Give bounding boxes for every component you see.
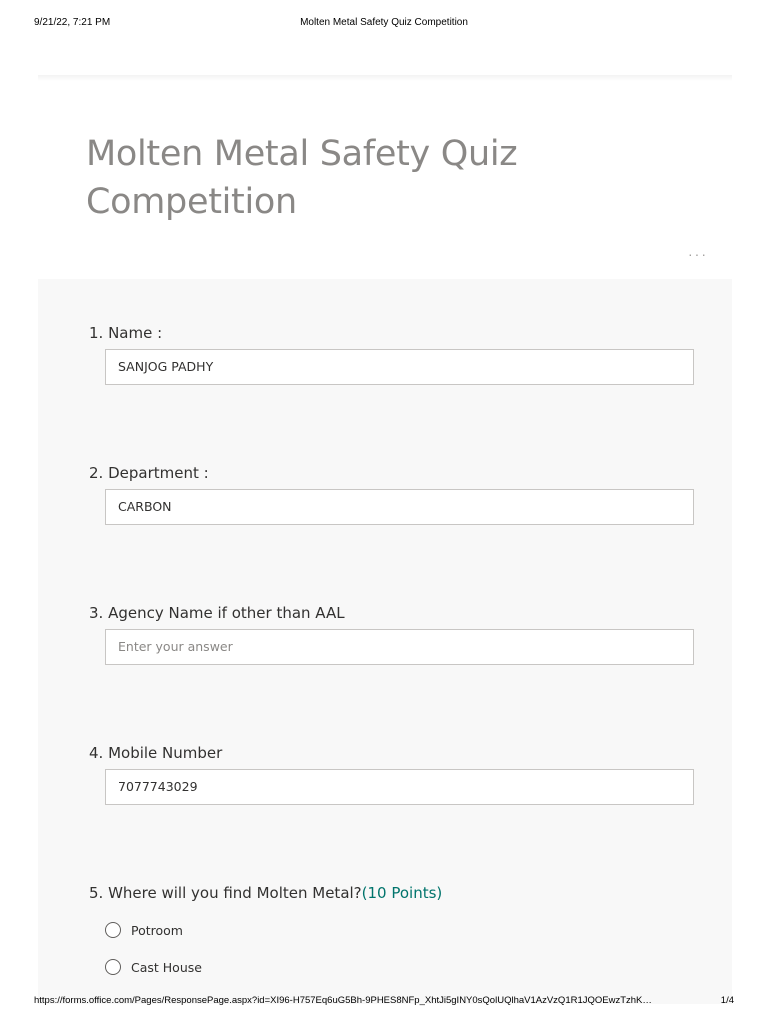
print-page-title: Molten Metal Safety Quiz Competition bbox=[300, 17, 468, 28]
question-name bbox=[89, 321, 689, 374]
form-title bbox=[86, 130, 646, 226]
print-page-number: 1/4 bbox=[720, 995, 734, 1006]
question-points: (10 Points) bbox=[361, 884, 443, 902]
more-options-icon[interactable]: ··· bbox=[688, 246, 708, 262]
question-label bbox=[89, 881, 689, 905]
question-text: 5. Where will you find Molten Metal? bbox=[89, 884, 362, 902]
header-divider bbox=[38, 75, 732, 81]
print-footer bbox=[34, 995, 734, 1009]
question-label: 1. Name : bbox=[89, 324, 163, 342]
mobile-input[interactable]: 7077743029 bbox=[105, 769, 694, 805]
question-label: 2. Department : bbox=[89, 464, 209, 482]
print-url: https://forms.office.com/Pages/ResponsePage.aspx?id=XI96-H757Eq6uG5Bh-9PHES8NFp_XhtJi5gINY0sQolUQlhaV1AzVzQ1R1JQOEwzTzhK… bbox=[34, 995, 652, 1006]
radio-button[interactable] bbox=[105, 922, 121, 938]
option-label: Cast House bbox=[131, 959, 202, 975]
agency-input[interactable]: Enter your answer bbox=[105, 629, 694, 665]
print-datetime: 9/21/22, 7:21 PM bbox=[34, 17, 111, 28]
question-molten-metal bbox=[89, 881, 689, 975]
form-body bbox=[38, 279, 732, 1004]
question-mobile bbox=[89, 741, 689, 794]
option-potroom[interactable] bbox=[105, 920, 183, 940]
question-department bbox=[89, 461, 689, 514]
radio-button[interactable] bbox=[105, 959, 121, 975]
question-agency bbox=[89, 601, 689, 654]
option-label: Potroom bbox=[131, 922, 183, 938]
name-input[interactable]: SANJOG PADHY bbox=[105, 349, 694, 385]
form-title-line1: Molten Metal Safety Quiz bbox=[86, 134, 518, 174]
question-label: 3. Agency Name if other than AAL bbox=[89, 604, 345, 622]
print-header bbox=[34, 17, 734, 31]
department-input[interactable]: CARBON bbox=[105, 489, 694, 525]
option-cast-house[interactable] bbox=[105, 957, 202, 977]
question-label: 4. Mobile Number bbox=[89, 744, 223, 762]
form-title-line2: Competition bbox=[86, 182, 297, 222]
